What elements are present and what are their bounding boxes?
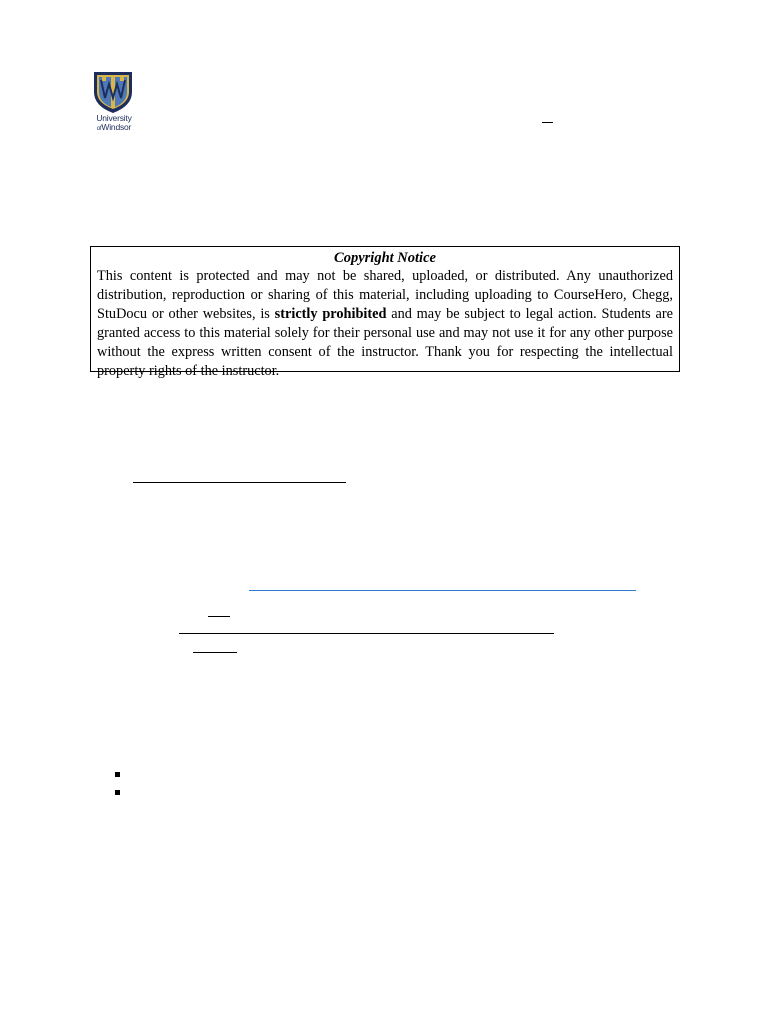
- university-shield-logo-icon: [88, 70, 138, 114]
- copyright-notice-box: [90, 246, 680, 379]
- copyright-text-part-2: and may be subject to legal action. Students are granted access to this material solely for their personal use and may not use it for any other purpose without the express written consent of the instructor. Thank you for respecting the intellectual property rights of the instructor.: [97, 305, 673, 379]
- university-logo-wordmark: [88, 114, 140, 134]
- hyperlink-underline[interactable]: [249, 590, 636, 591]
- logo-line-1: University: [96, 113, 132, 123]
- header-blank-line: [542, 122, 553, 123]
- logo-line-2-prefix: of: [96, 126, 102, 132]
- logo-line-2-main: Windsor: [101, 122, 132, 132]
- blank-line-4: [193, 652, 237, 653]
- copyright-notice-title: Copyright Notice: [334, 250, 436, 266]
- bullet-marker-1: [115, 772, 120, 777]
- blank-line-2: [208, 616, 230, 617]
- logo-line-2: [88, 123, 140, 134]
- copyright-notice-body: [97, 267, 673, 380]
- blank-line-3: [179, 633, 554, 634]
- blank-line-1: [133, 482, 346, 483]
- copyright-text-part-1: This content is protected and may not be shared, uploaded, or distributed. Any unauthorized distribution, reproduction or sharing of this material, including uploading to CourseHero, Chegg, StuDocu or other websites, is: [97, 268, 673, 322]
- copyright-text-bold: strictly prohibited: [274, 305, 387, 322]
- bullet-marker-2: [115, 790, 120, 795]
